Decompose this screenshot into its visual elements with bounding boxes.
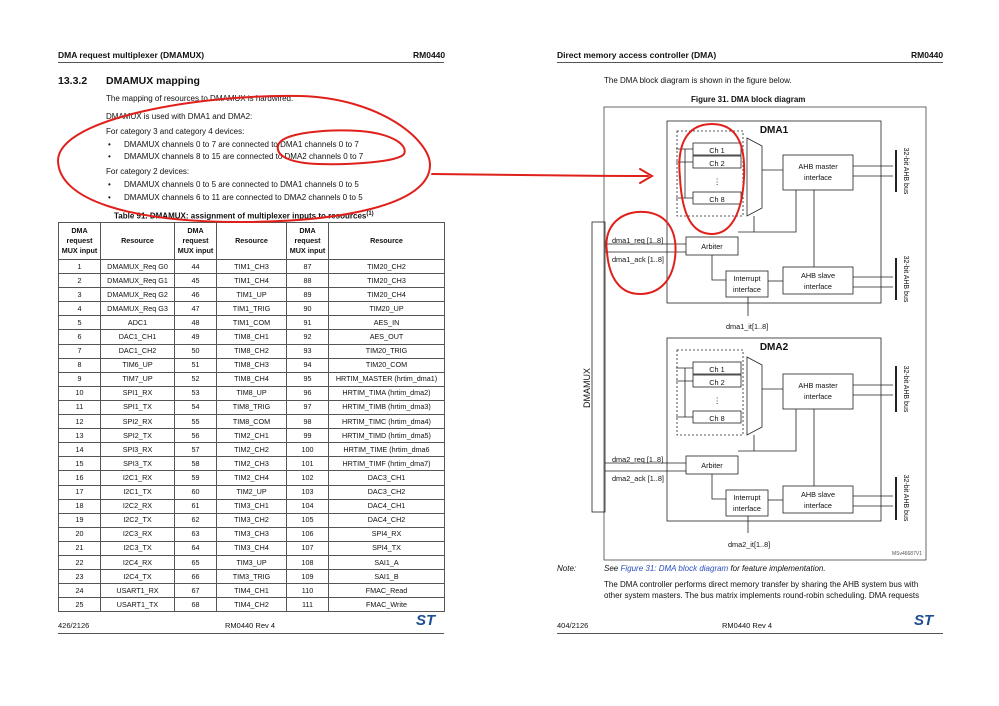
- table-cell: 99: [287, 429, 329, 443]
- table-cell: SPI3_RX: [101, 443, 175, 457]
- bus-label-dma2-master: 32-bit AHB bus: [902, 365, 909, 413]
- dma2-ch2-label: Ch 2: [709, 378, 725, 387]
- section-title: DMAMUX mapping: [106, 75, 200, 87]
- table-cell: DMAMUX_Req G2: [101, 288, 175, 302]
- table-cell: HRTIM_TIMF (hrtim_dma7): [329, 457, 445, 471]
- table-cell: TIM4_CH2: [217, 598, 287, 612]
- table-cell: 66: [175, 570, 217, 584]
- note-suffix: for feature implementation.: [728, 564, 826, 573]
- dma2-ahb-slave-line2: interface: [804, 501, 832, 510]
- table-cell: 48: [175, 316, 217, 330]
- table-cell: I2C4_RX: [101, 555, 175, 569]
- dma1-ahb-master-line1: AHB master: [798, 162, 838, 171]
- table-cell: 93: [287, 344, 329, 358]
- red-ellipse-small: [278, 130, 405, 164]
- table-cell: SPI2_RX: [101, 415, 175, 429]
- table-cell: SPI1_TX: [101, 400, 175, 414]
- table-cell: 87: [287, 260, 329, 274]
- table-cell: 109: [287, 570, 329, 584]
- table-cell: 102: [287, 471, 329, 485]
- table-cell: TIM8_CH2: [217, 344, 287, 358]
- dma1-ellipsis: ⋮: [713, 177, 721, 186]
- table-cell: TIM8_CH1: [217, 330, 287, 344]
- table-cell: HRTIM_TIMD (hrtim_dma5): [329, 429, 445, 443]
- table-cell: 50: [175, 344, 217, 358]
- dma1-req-label: dma1_req [1..8]: [612, 236, 664, 245]
- red-ellipse-dma1-channels: [679, 124, 744, 234]
- table-cell: 51: [175, 358, 217, 372]
- st-logo: ST: [914, 612, 934, 629]
- table-cell: SAI1_A: [329, 555, 445, 569]
- paragraph: For category 2 devices:: [106, 167, 190, 176]
- table-cell: 110: [287, 584, 329, 598]
- table-cell: 108: [287, 555, 329, 569]
- table-cell: 8: [59, 358, 101, 372]
- table-cell: DMAMUX_Req G3: [101, 302, 175, 316]
- table-cell: 100: [287, 443, 329, 457]
- bullet-item: DMAMUX channels 6 to 11 are connected to DMA2 channels 0 to 5: [124, 193, 363, 202]
- paragraph: DMAMUX is used with DMA1 and DMA2:: [106, 112, 253, 121]
- table-cell: 3: [59, 288, 101, 302]
- table-cell: 47: [175, 302, 217, 316]
- table-cell: 98: [287, 415, 329, 429]
- table-cell: TIM1_COM: [217, 316, 287, 330]
- table-cell: 96: [287, 386, 329, 400]
- table-cell: DAC3_CH2: [329, 485, 445, 499]
- page-header-doc: RM0440: [413, 50, 446, 60]
- table-cell: USART1_RX: [101, 584, 175, 598]
- dma1-ahb-slave-line1: AHB slave: [800, 271, 836, 280]
- table-cell: TIM2_CH1: [217, 429, 287, 443]
- dma2-ahb-master-line2: interface: [804, 392, 832, 401]
- bus-label-dma2-slave: 32-bit AHB bus: [902, 474, 909, 522]
- table-cell: TIM3_TRIG: [217, 570, 287, 584]
- dma1-ch2-label: Ch 2: [709, 159, 725, 168]
- table-cell: I2C3_RX: [101, 527, 175, 541]
- table-cell: 16: [59, 471, 101, 485]
- table-cell: ADC1: [101, 316, 175, 330]
- bus-label-dma1-master: 32-bit AHB bus: [902, 147, 909, 195]
- bullet-item: DMAMUX channels 8 to 15 are connected to DMA2 channels 0 to 7: [124, 152, 364, 161]
- table-cell: 5: [59, 316, 101, 330]
- table-cell: 57: [175, 443, 217, 457]
- table-cell: 105: [287, 513, 329, 527]
- footer-page-number: 426/2126: [58, 621, 90, 630]
- table-cell: 65: [175, 555, 217, 569]
- table-cell: DMAMUX_Req G1: [101, 274, 175, 288]
- bus-label-dma1-slave: 32-bit AHB bus: [902, 255, 909, 303]
- page-header-title: Direct memory access controller (DMA): [557, 50, 717, 60]
- table-cell: SPI2_TX: [101, 429, 175, 443]
- page-header-title: DMA request multiplexer (DMAMUX): [58, 50, 205, 60]
- table-cell: I2C2_TX: [101, 513, 175, 527]
- bullet-dot: •: [108, 140, 111, 149]
- table-cell: DAC4_CH2: [329, 513, 445, 527]
- table-cell: 64: [175, 541, 217, 555]
- table-cell: TIM8_COM: [217, 415, 287, 429]
- table-cell: 19: [59, 513, 101, 527]
- table-cell: I2C1_RX: [101, 471, 175, 485]
- table-cell: 61: [175, 499, 217, 513]
- table-cell: FMAC_Write: [329, 598, 445, 612]
- table-cell: TIM20_CH2: [329, 260, 445, 274]
- table-cell: SPI3_TX: [101, 457, 175, 471]
- footer-doc-rev: RM0440 Rev 4: [225, 621, 276, 630]
- table-cell: TIM20_CH3: [329, 274, 445, 288]
- dma1-ack-label: dma1_ack [1..8]: [612, 255, 664, 264]
- table-cell: DMAMUX_Req G0: [101, 260, 175, 274]
- table-cell: 60: [175, 485, 217, 499]
- table-cell: I2C3_TX: [101, 541, 175, 555]
- dma1-title: DMA1: [759, 125, 789, 136]
- table-cell: 9: [59, 372, 101, 386]
- paragraph: other system masters. The bus matrix implements round-robin scheduling. DMA requests: [604, 591, 920, 600]
- table-cell: 68: [175, 598, 217, 612]
- dma2-ahb-master-line1: AHB master: [798, 381, 838, 390]
- table-cell: I2C2_RX: [101, 499, 175, 513]
- table-cell: TIM3_CH3: [217, 527, 287, 541]
- table-cell: TIM8_TRIG: [217, 400, 287, 414]
- bullet-item: DMAMUX channels 0 to 7 are connected to DMA1 channels 0 to 7: [124, 140, 359, 149]
- dma1-ahb-slave-line2: interface: [804, 282, 832, 291]
- note-label: Note:: [557, 564, 577, 573]
- table-cell: 14: [59, 443, 101, 457]
- table-cell: 2: [59, 274, 101, 288]
- dma2-ack-label: dma2_ack [1..8]: [612, 474, 664, 483]
- table-cell: 18: [59, 499, 101, 513]
- table-cell: TIM20_COM: [329, 358, 445, 372]
- table-cell: 23: [59, 570, 101, 584]
- table-cell: 22: [59, 555, 101, 569]
- dma2-interrupt-line1: Interrupt: [733, 493, 761, 502]
- table-cell: 88: [287, 274, 329, 288]
- figure-ref-code: MSv46687V1: [891, 551, 922, 557]
- table-cell: 59: [175, 471, 217, 485]
- table-cell: 92: [287, 330, 329, 344]
- table-cell: 49: [175, 330, 217, 344]
- table-cell: TIM1_TRIG: [217, 302, 287, 316]
- table-cell: 44: [175, 260, 217, 274]
- footer-page-number: 404/2126: [557, 621, 589, 630]
- dma1-ch8-label: Ch 8: [709, 195, 725, 204]
- dma2-title: DMA2: [759, 342, 789, 353]
- table-cell: 54: [175, 400, 217, 414]
- dma2-ellipsis: ⋮: [713, 396, 721, 405]
- table-cell: DAC3_CH1: [329, 471, 445, 485]
- col-header: DMA request MUX input: [287, 223, 329, 260]
- table-cell: HRTIM_TIME (hrtim_dma6: [329, 443, 445, 457]
- dma2-it-label: dma2_it[1..8]: [728, 540, 771, 549]
- table-cell: TIM20_UP: [329, 302, 445, 316]
- figure-caption: Figure 31. DMA block diagram: [691, 95, 806, 104]
- table-cell: HRTIM_TIMB (hrtim_dma3): [329, 400, 445, 414]
- table-cell: 7: [59, 344, 101, 358]
- col-header: Resource: [329, 223, 445, 260]
- table-cell: I2C4_TX: [101, 570, 175, 584]
- st-logo: ST: [416, 612, 436, 629]
- bullet-item: DMAMUX channels 0 to 5 are connected to DMA1 channels 0 to 5: [124, 180, 359, 189]
- table-cell: FMAC_Read: [329, 584, 445, 598]
- table-cell: TIM6_UP: [101, 358, 175, 372]
- table-cell: 10: [59, 386, 101, 400]
- paragraph: The DMA controller performs direct memory transfer by sharing the AHB system bus with: [604, 580, 919, 589]
- table-cell: DAC4_CH1: [329, 499, 445, 513]
- dma2-req-label: dma2_req [1..8]: [612, 455, 664, 464]
- section-number: 13.3.2: [58, 75, 88, 87]
- dma2-ch1-label: Ch 1: [709, 365, 725, 374]
- note-prefix: See: [604, 564, 621, 573]
- table-cell: USART1_TX: [101, 598, 175, 612]
- table-cell: TIM2_CH2: [217, 443, 287, 457]
- col-header: Resource: [101, 223, 175, 260]
- dma1-arbiter: Arbiter: [701, 242, 723, 251]
- table-cell: 52: [175, 372, 217, 386]
- table-cell: TIM2_CH3: [217, 457, 287, 471]
- bullet-dot: •: [108, 152, 111, 161]
- table-cell: HRTIM_TIMA (hrtim_dma2): [329, 386, 445, 400]
- dma2-ch8-label: Ch 8: [709, 414, 725, 423]
- col-header: DMA request MUX input: [175, 223, 217, 260]
- table-cell: 97: [287, 400, 329, 414]
- table-cell: 90: [287, 302, 329, 316]
- table-cell: 15: [59, 457, 101, 471]
- table-cell: 13: [59, 429, 101, 443]
- table-cell: TIM3_CH1: [217, 499, 287, 513]
- table-cell: TIM20_TRIG: [329, 344, 445, 358]
- table-cell: TIM3_CH2: [217, 513, 287, 527]
- bullet-dot: •: [108, 180, 111, 189]
- table-cell: 106: [287, 527, 329, 541]
- figure-link[interactable]: Figure 31: DMA block diagram: [620, 564, 729, 573]
- table-cell: 104: [287, 499, 329, 513]
- table-cell: HRTIM_MASTER (hrtim_dma1): [329, 372, 445, 386]
- table-cell: 58: [175, 457, 217, 471]
- table-cell: 111: [287, 598, 329, 612]
- table-cell: TIM2_CH4: [217, 471, 287, 485]
- table-cell: 24: [59, 584, 101, 598]
- page-header-doc: RM0440: [911, 50, 944, 60]
- dma2-interrupt-line2: interface: [733, 504, 761, 513]
- col-header: DMA request MUX input: [59, 223, 101, 260]
- table-caption-footnote: (1): [366, 211, 374, 217]
- table-cell: 1: [59, 260, 101, 274]
- table-cell: TIM1_CH3: [217, 260, 287, 274]
- dma1-ahb-master-line2: interface: [804, 173, 832, 182]
- footer-doc-rev: RM0440 Rev 4: [722, 621, 773, 630]
- table-cell: TIM8_CH3: [217, 358, 287, 372]
- table-cell: TIM8_CH4: [217, 372, 287, 386]
- paragraph: For category 3 and category 4 devices:: [106, 127, 245, 136]
- table-cell: TIM2_UP: [217, 485, 287, 499]
- table-cell: TIM7_UP: [101, 372, 175, 386]
- bullet-dot: •: [108, 193, 111, 202]
- red-ellipse-req-ack: [606, 212, 675, 294]
- dma2-ahb-slave-line1: AHB slave: [800, 490, 836, 499]
- table-cell: DAC1_CH2: [101, 344, 175, 358]
- dma1-it-label: dma1_it[1..8]: [726, 322, 769, 331]
- dma1-interrupt-line1: Interrupt: [733, 274, 761, 283]
- table-cell: 11: [59, 400, 101, 414]
- table-cell: 25: [59, 598, 101, 612]
- table-cell: 45: [175, 274, 217, 288]
- table-cell: SPI1_RX: [101, 386, 175, 400]
- paragraph: The mapping of resources to DMAMUX is hardwired.: [106, 94, 294, 103]
- table-cell: 95: [287, 372, 329, 386]
- intro-text: The DMA block diagram is shown in the figure below.: [604, 76, 792, 85]
- table-cell: 89: [287, 288, 329, 302]
- table-cell: 56: [175, 429, 217, 443]
- table-cell: SAI1_B: [329, 570, 445, 584]
- table-cell: TIM1_UP: [217, 288, 287, 302]
- col-header: Resource: [217, 223, 287, 260]
- table-cell: 20: [59, 527, 101, 541]
- table-cell: 91: [287, 316, 329, 330]
- table-cell: 101: [287, 457, 329, 471]
- table-cell: 46: [175, 288, 217, 302]
- table-cell: HRTIM_TIMC (hrtim_dma4): [329, 415, 445, 429]
- table-cell: TIM3_UP: [217, 555, 287, 569]
- table-cell: TIM20_CH4: [329, 288, 445, 302]
- table-cell: 67: [175, 584, 217, 598]
- table-cell: I2C1_TX: [101, 485, 175, 499]
- dma1-interrupt-line2: interface: [733, 285, 761, 294]
- table-cell: 17: [59, 485, 101, 499]
- table-cell: 21: [59, 541, 101, 555]
- table-caption-text: Table 91. DMAMUX: assignment of multiplexer inputs to resources: [114, 211, 367, 221]
- table-cell: 4: [59, 302, 101, 316]
- table-cell: TIM3_CH4: [217, 541, 287, 555]
- table-cell: 62: [175, 513, 217, 527]
- table-cell: TIM4_CH1: [217, 584, 287, 598]
- table-cell: AES_OUT: [329, 330, 445, 344]
- table-cell: TIM8_UP: [217, 386, 287, 400]
- dmamux-label: DMAMUX: [582, 368, 592, 408]
- table-cell: 94: [287, 358, 329, 372]
- dma1-ch1-label: Ch 1: [709, 146, 725, 155]
- table-cell: 53: [175, 386, 217, 400]
- table-cell: 103: [287, 485, 329, 499]
- table-cell: 63: [175, 527, 217, 541]
- table-cell: SPI4_TX: [329, 541, 445, 555]
- dma2-arbiter: Arbiter: [701, 461, 723, 470]
- table-cell: 12: [59, 415, 101, 429]
- table-cell: SPI4_RX: [329, 527, 445, 541]
- table-cell: TIM1_CH4: [217, 274, 287, 288]
- red-arrow-line: [432, 174, 648, 176]
- table-cell: 55: [175, 415, 217, 429]
- table-cell: DAC1_CH1: [101, 330, 175, 344]
- table-cell: AES_IN: [329, 316, 445, 330]
- table-cell: 107: [287, 541, 329, 555]
- red-ellipse-large: [58, 96, 430, 222]
- table-cell: 6: [59, 330, 101, 344]
